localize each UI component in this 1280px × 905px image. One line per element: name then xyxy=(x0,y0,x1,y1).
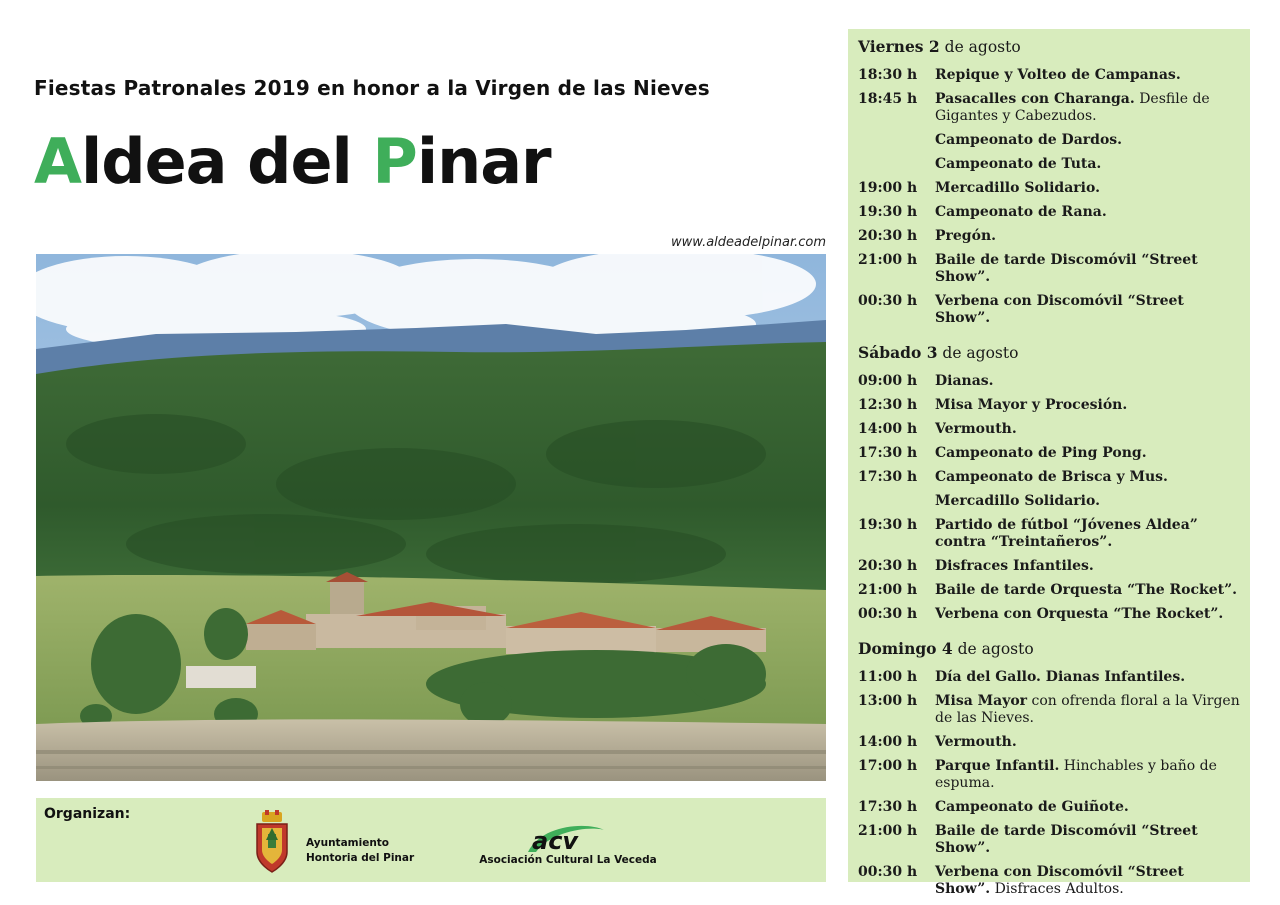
event-time: 20:30 h xyxy=(858,228,918,244)
event-description xyxy=(935,799,1240,816)
ayuntamiento-name xyxy=(306,836,414,866)
organizers-panel xyxy=(36,798,826,882)
event-row xyxy=(858,734,1240,751)
organizers-label: Organizan: xyxy=(44,806,131,822)
day-month: de agosto xyxy=(937,344,1019,362)
event-description xyxy=(935,156,1240,173)
event-description xyxy=(935,864,1240,898)
event-description xyxy=(935,180,1240,197)
event-row xyxy=(858,799,1240,816)
event-row xyxy=(858,493,1240,510)
page-title xyxy=(34,122,551,202)
event-description xyxy=(935,252,1240,286)
event-time: 14:00 h xyxy=(858,734,918,750)
day-name: Viernes 2 xyxy=(858,37,940,56)
event-time: 17:00 h xyxy=(858,758,918,774)
event-title: Baile de tarde Orquesta “The Rocket”. xyxy=(935,582,1238,598)
event-row xyxy=(858,67,1240,84)
event-row xyxy=(858,180,1240,197)
event-row xyxy=(858,293,1240,327)
event-row xyxy=(858,693,1240,727)
event-time: 13:00 h xyxy=(858,693,918,709)
event-time xyxy=(858,132,935,149)
event-row xyxy=(858,558,1240,575)
event-time: 00:30 h xyxy=(858,293,918,309)
village-photo xyxy=(36,254,826,781)
event-title: Campeonato de Brisca y Mus. xyxy=(935,469,1168,485)
event-row xyxy=(858,469,1240,486)
title-mid: ldea del xyxy=(80,125,373,198)
acv-logo-icon xyxy=(522,822,608,856)
event-title: Campeonato de Tuta. xyxy=(935,156,1102,172)
day-heading xyxy=(858,639,1240,659)
event-time: 17:30 h xyxy=(858,799,918,815)
event-time: 19:00 h xyxy=(858,180,918,196)
event-description xyxy=(935,445,1240,462)
coat-of-arms-icon xyxy=(254,810,290,874)
event-description xyxy=(935,734,1240,751)
event-time: 19:30 h xyxy=(858,517,918,533)
event-title: Baile de tarde Discomóvil “Street Show”. xyxy=(935,823,1198,856)
event-description xyxy=(935,373,1240,390)
event-time xyxy=(858,493,935,510)
event-title: Verbena con Discomóvil “Street Show”. xyxy=(935,864,1184,897)
event-description xyxy=(935,397,1240,414)
event-time: 21:00 h xyxy=(858,823,918,839)
day-name: Sábado 3 xyxy=(858,343,938,362)
event-time: 12:30 h xyxy=(858,397,918,413)
title-initial-a: A xyxy=(34,125,81,198)
event-title: Baile de tarde Discomóvil “Street Show”. xyxy=(935,252,1198,285)
event-row xyxy=(858,204,1240,221)
event-description xyxy=(935,421,1240,438)
day-month: de agosto xyxy=(952,640,1034,658)
event-description xyxy=(935,132,1240,149)
event-title: Campeonato de Guiñote. xyxy=(935,799,1129,815)
event-row xyxy=(858,669,1240,686)
event-description xyxy=(935,693,1240,727)
event-title: Campeonato de Dardos. xyxy=(935,132,1123,148)
event-time: 21:00 h xyxy=(858,582,918,598)
ayuntamiento-line-2: Hontoria del Pinar xyxy=(306,852,415,864)
event-time: 20:30 h xyxy=(858,558,918,574)
event-time: 11:00 h xyxy=(858,669,918,685)
event-time: 19:30 h xyxy=(858,204,918,220)
subtitle: Fiestas Patronales 2019 en honor a la Virgen de las Nieves xyxy=(34,76,710,100)
day-month: de agosto xyxy=(939,38,1021,56)
website-link[interactable]: www.aldeadelpinar.com xyxy=(671,235,826,250)
event-title: Misa Mayor xyxy=(935,693,1028,709)
event-time: 17:30 h xyxy=(858,469,918,485)
event-description xyxy=(935,67,1240,84)
acv-name: Asociación Cultural La Veceda xyxy=(479,854,657,866)
event-detail: con ofrenda floral a la Virgen de las Nieves. xyxy=(935,693,1240,726)
event-time: 14:00 h xyxy=(858,421,918,437)
day-heading xyxy=(858,37,1240,57)
event-title: Misa Mayor y Procesión. xyxy=(935,397,1128,413)
event-time: 21:00 h xyxy=(858,252,918,268)
event-description xyxy=(935,606,1240,623)
day-block xyxy=(858,37,1240,327)
event-detail: Hinchables y baño de espuma. xyxy=(935,758,1217,791)
event-row xyxy=(858,758,1240,792)
event-title: Vermouth. xyxy=(935,734,1017,750)
event-description xyxy=(935,558,1240,575)
event-row xyxy=(858,864,1240,898)
event-description xyxy=(935,758,1240,792)
event-title: Verbena con Orquesta “The Rocket”. xyxy=(935,606,1224,622)
event-row xyxy=(858,517,1240,551)
event-row xyxy=(858,132,1240,149)
event-description xyxy=(935,204,1240,221)
event-time xyxy=(858,156,935,173)
event-description xyxy=(935,469,1240,486)
event-row xyxy=(858,373,1240,390)
title-end: inar xyxy=(416,125,551,198)
event-time: 17:30 h xyxy=(858,445,918,461)
event-title: Vermouth. xyxy=(935,421,1017,437)
event-description xyxy=(935,228,1240,245)
event-row xyxy=(858,421,1240,438)
event-title: Disfraces Infantiles. xyxy=(935,558,1094,574)
event-row xyxy=(858,445,1240,462)
ayuntamiento-line-1: Ayuntamiento xyxy=(306,837,390,849)
event-row xyxy=(858,91,1240,125)
event-title: Partido de fútbol “Jóvenes Aldea” contra “Treintañeros”. xyxy=(935,517,1198,550)
event-row xyxy=(858,397,1240,414)
event-title: Dianas. xyxy=(935,373,994,389)
event-title: Pasacalles con Charanga. xyxy=(935,91,1135,107)
event-description xyxy=(935,493,1240,510)
event-title: Mercadillo Solidario. xyxy=(935,180,1100,196)
event-description xyxy=(935,823,1240,857)
event-row xyxy=(858,582,1240,599)
day-heading xyxy=(858,343,1240,363)
event-description xyxy=(935,582,1240,599)
event-description xyxy=(935,669,1240,686)
event-time: 00:30 h xyxy=(858,864,918,880)
program-panel xyxy=(848,29,1250,897)
event-row xyxy=(858,252,1240,286)
event-row xyxy=(858,228,1240,245)
day-name: Domingo 4 xyxy=(858,639,953,658)
event-time: 09:00 h xyxy=(858,373,918,389)
event-title: Parque Infantil. xyxy=(935,758,1060,774)
day-block xyxy=(858,639,1240,898)
event-row xyxy=(858,823,1240,857)
event-row xyxy=(858,156,1240,173)
event-description xyxy=(935,293,1240,327)
event-time: 18:30 h xyxy=(858,67,918,83)
event-detail: Desfile de Gigantes y Cabezudos. xyxy=(935,91,1210,124)
event-time: 18:45 h xyxy=(858,91,918,107)
event-title: Mercadillo Solidario. xyxy=(935,493,1100,509)
title-initial-p: P xyxy=(372,125,417,198)
event-title: Repique y Volteo de Campanas. xyxy=(935,67,1181,83)
event-description xyxy=(935,517,1240,551)
event-detail: Disfraces Adultos. xyxy=(990,881,1124,897)
acv-logo-text: acv xyxy=(532,827,579,855)
event-title: Campeonato de Ping Pong. xyxy=(935,445,1147,461)
event-title: Pregón. xyxy=(935,228,996,244)
event-row xyxy=(858,606,1240,623)
event-description xyxy=(935,91,1240,125)
event-title: Verbena con Discomóvil “Street Show”. xyxy=(935,293,1184,326)
event-title: Día del Gallo. Dianas Infantiles. xyxy=(935,669,1186,685)
event-time: 00:30 h xyxy=(858,606,918,622)
day-block xyxy=(858,343,1240,623)
event-title: Campeonato de Rana. xyxy=(935,204,1107,220)
